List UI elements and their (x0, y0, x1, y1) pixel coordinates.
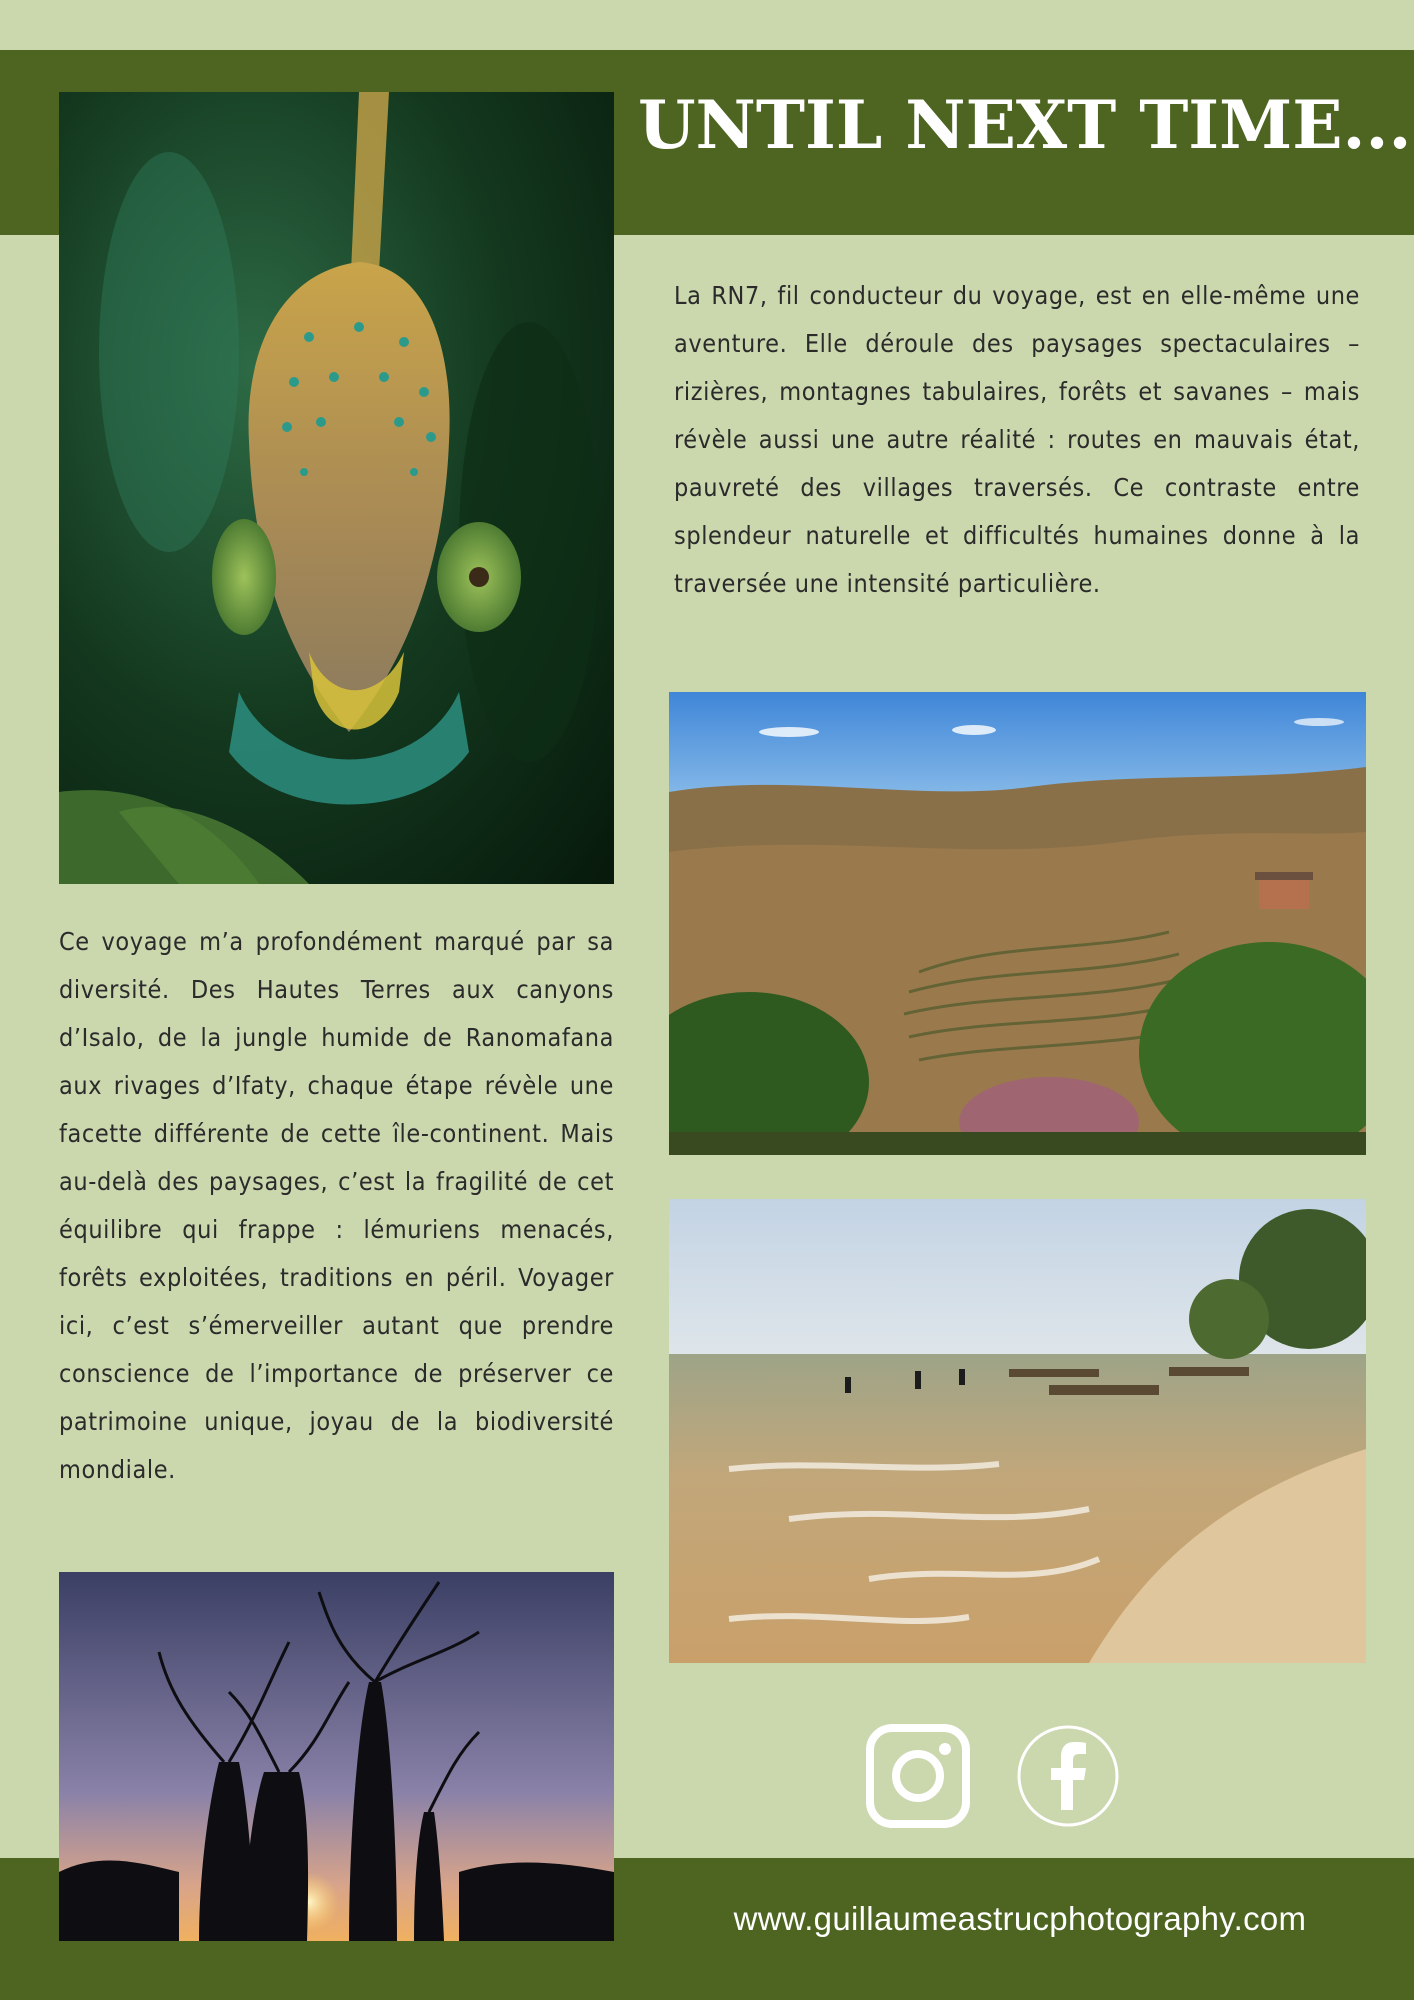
baobab-sunset-photo (59, 1572, 614, 1941)
website-link[interactable]: www.guillaumeastrucphotography.com (733, 1900, 1307, 1937)
conclusion-paragraph: Ce voyage m’a profondément marqué par sa diversité. Des Hautes Terres aux canyons d’Isalo, de la jungle humide de Ranomafana aux rivages d’Ifaty, chaque étape révèle une facette différente de cette île-continent. Mais au-delà des paysages, c’est la fragilité de cet équilibre qui frappe : lémuriens menacés, forêts exploitées, traditions en péril. Voyager ici, c’est s’émerveiller autant que prendre conscience de l’importance de préserver ce patrimoine unique, joyau de la biodiversité mondiale. (59, 927, 614, 1484)
rice-terraces-photo (669, 692, 1366, 1155)
beach-photo (669, 1199, 1366, 1663)
intro-paragraph: La RN7, fil conducteur du voyage, est en elle-même une aventure. Elle déroule des paysages spectaculaires – rizières, montagnes tabulaires, forêts et savanes – mais révèle aussi une autre réalité : routes en mauvais état, pauvreté des villages traversés. Ce contraste entre splendeur naturelle et difficultés humaines donne à la traversée une intensité particulière. (674, 281, 1360, 598)
page-title: UNTIL NEXT TIME... (638, 86, 1412, 164)
facebook-icon[interactable] (1016, 1724, 1120, 1828)
chameleon-photo (59, 92, 614, 884)
instagram-icon[interactable] (866, 1724, 970, 1828)
